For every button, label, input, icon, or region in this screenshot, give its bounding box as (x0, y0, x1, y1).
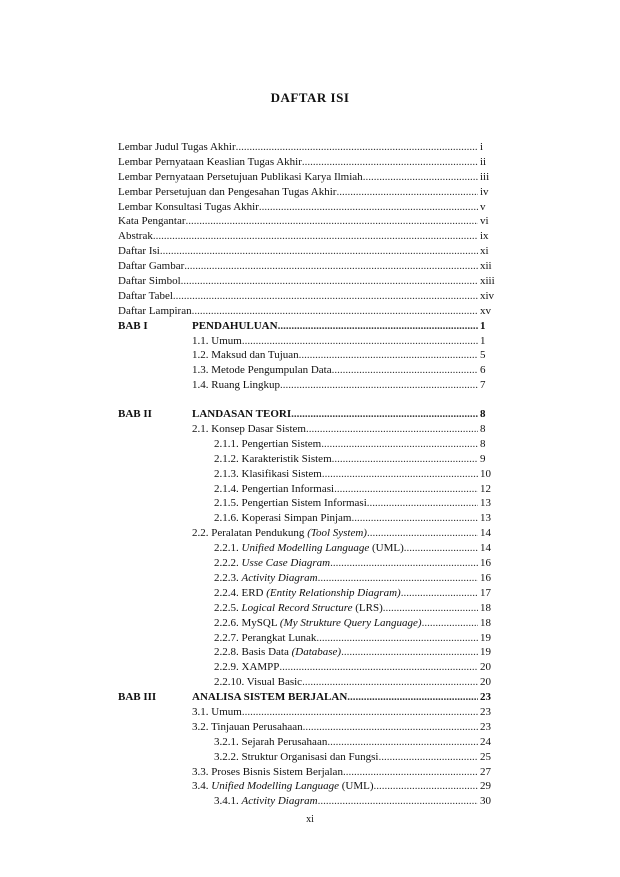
toc-entry-row (118, 274, 504, 289)
toc-entry[interactable] (192, 765, 478, 780)
dot-leader (303, 720, 478, 735)
dot-leader (321, 437, 478, 452)
toc-entry-title (118, 155, 302, 170)
toc-entry-italic-term: (Database) (291, 646, 342, 659)
toc-entry-title (118, 304, 192, 319)
toc-entry-title (214, 675, 302, 690)
toc-entry[interactable] (192, 319, 478, 334)
toc-entry-title (118, 200, 259, 215)
chapter-number: BAB I (118, 319, 148, 332)
toc-entry-title (214, 482, 334, 497)
toc-entry-row (118, 422, 504, 437)
toc-entry-title (214, 631, 316, 646)
dot-leader (173, 289, 478, 304)
toc-entry-label: 3.4.1. (214, 795, 242, 808)
toc-entry-row (118, 185, 504, 200)
toc-entry-suffix: (UML) (369, 542, 404, 555)
toc-entry-title (192, 690, 347, 705)
toc-entry-row (118, 631, 504, 646)
toc-entry[interactable] (192, 407, 478, 422)
toc-entry[interactable] (214, 616, 478, 631)
toc-entry-title (118, 289, 173, 304)
toc-entry-title (192, 720, 303, 735)
dot-leader (347, 690, 478, 705)
toc-chapter-row (118, 407, 504, 422)
toc-page-number: 1 (480, 319, 486, 332)
toc-entry-row (118, 289, 504, 304)
toc-entry-label: 2.1.5. Pengertian Sistem Informasi (214, 497, 367, 510)
toc-entry-label: ANALISA SISTEM BERJALAN (192, 691, 348, 704)
toc-chapter-row (118, 690, 504, 705)
toc-entry-row (118, 571, 504, 586)
toc-entry-row (118, 170, 504, 185)
toc-page-number: ii (480, 155, 487, 168)
toc-entry-title (192, 779, 374, 794)
dot-leader (363, 170, 478, 185)
toc-entry[interactable] (192, 690, 478, 705)
toc-entry-label: Daftar Simbol (118, 275, 181, 288)
dot-leader (302, 675, 478, 690)
toc-entry-row (118, 675, 504, 690)
dot-leader (316, 631, 478, 646)
toc-entry-italic-term: Activity Diagram (241, 795, 318, 808)
toc-entry-row (118, 794, 504, 809)
toc-entry-title (214, 452, 332, 467)
page-title: DAFTAR ISI (270, 90, 350, 105)
toc-entry-title (214, 750, 379, 765)
dot-leader (181, 274, 478, 289)
toc-entry-suffix: (UML) (338, 780, 374, 793)
toc-entry-label: LANDASAN TEORI (192, 408, 292, 421)
toc-page-number: vi (480, 215, 489, 228)
toc-entry-label: 2.2.8. Basis Data (214, 646, 292, 659)
toc-entry[interactable] (214, 437, 478, 452)
dot-leader (279, 660, 478, 675)
toc-entry-row (118, 214, 504, 229)
toc-entry-label: 2.2.5. (214, 601, 242, 614)
toc-entry-title (192, 378, 280, 393)
toc-page-number: 18 (480, 616, 491, 629)
toc-page-number: 20 (480, 676, 491, 689)
dot-leader (327, 735, 478, 750)
dot-leader (186, 214, 479, 229)
toc-entry-label: 2.1.3. Klasifikasi Sistem (214, 467, 322, 480)
toc-entry-title (118, 274, 181, 289)
toc-entry[interactable] (214, 452, 478, 467)
toc-entry-row (118, 334, 504, 349)
dot-leader (184, 259, 478, 274)
dot-leader (299, 348, 478, 363)
toc-entry[interactable] (118, 214, 478, 229)
toc-page-number: 23 (480, 705, 491, 718)
toc-entry-label: 2.2.2. (214, 557, 242, 570)
toc-entry-label: 1.4. Ruang Lingkup (192, 379, 280, 392)
toc-entry-title (118, 214, 186, 229)
dot-leader (383, 601, 478, 616)
toc-entry-title (192, 765, 343, 780)
toc-entry-title (214, 616, 422, 631)
toc-entry-row (118, 200, 504, 215)
toc-page-number: xi (480, 245, 489, 258)
toc-entry-label: Lembar Pernyataan Persetujuan Publikasi Karya Ilmiah (118, 170, 363, 183)
toc-page-number: 10 (480, 467, 491, 480)
toc-entry-label: 1.2. Maksud dan Tujuan (192, 349, 299, 362)
dot-leader (242, 334, 478, 349)
toc-entry-row (118, 586, 504, 601)
toc-entry-label: PENDAHULUAN (192, 319, 278, 332)
dot-leader (322, 467, 478, 482)
toc-entry-label: 2.2.6. MySQL (214, 616, 280, 629)
dot-leader (341, 645, 478, 660)
toc-page-number: 24 (480, 735, 491, 748)
toc-page-number: 16 (480, 557, 491, 570)
dot-leader (330, 556, 478, 571)
toc-entry[interactable] (192, 526, 478, 541)
toc-entry-italic-term: Unified Modelling Language (211, 780, 339, 793)
toc-entry-row (118, 779, 504, 794)
toc-entry[interactable] (214, 496, 478, 511)
toc-entry[interactable] (192, 363, 478, 378)
toc-entry-title (118, 185, 336, 200)
dot-leader (278, 319, 478, 334)
toc-page-number: 25 (480, 750, 491, 763)
toc-page-number: xii (480, 260, 492, 273)
toc-entry-row (118, 363, 504, 378)
toc-entry-row (118, 705, 504, 720)
toc-page-number: 18 (480, 601, 491, 614)
toc-page-number: v (480, 200, 486, 213)
toc-entry-italic-term: (Tool System) (307, 527, 367, 540)
toc-entry-row (118, 140, 504, 155)
toc-entry-title (214, 511, 352, 526)
dot-leader (332, 452, 478, 467)
toc-entry-italic-term: Activity Diagram (241, 571, 318, 584)
toc-entry-row (118, 526, 504, 541)
toc-entry-row (118, 750, 504, 765)
toc-entry-label: 2.2. Peralatan Pendukung (192, 527, 308, 540)
dot-leader (242, 705, 478, 720)
toc-page-number: 20 (480, 661, 491, 674)
toc-entry-label: 2.1.6. Koperasi Simpan Pinjam (214, 512, 352, 525)
toc-entry-label: 3.1. Umum (192, 705, 242, 718)
toc-page-number: 19 (480, 646, 491, 659)
toc-entry[interactable] (214, 586, 478, 601)
toc-entry-label: Lembar Konsultasi Tugas Akhir (118, 200, 259, 213)
toc-page-number: 6 (480, 364, 486, 377)
toc-entry-row (118, 155, 504, 170)
toc-entry-title (214, 571, 318, 586)
toc-entry-label: Lembar Persetujuan dan Pengesahan Tugas Akhir (118, 185, 337, 198)
toc-page-number: iii (480, 170, 490, 183)
chapter-number: BAB II (118, 408, 152, 421)
toc-entry-row (118, 437, 504, 452)
toc-entry-title (192, 334, 242, 349)
toc-entry-row (118, 735, 504, 750)
toc-entry-row (118, 660, 504, 675)
toc-entry-label: 1.3. Metode Pengumpulan Data (192, 364, 332, 377)
toc-entry-label: 2.1.4. Pengertian Informasi (214, 482, 335, 495)
toc-page-number: 17 (480, 586, 491, 599)
dot-leader (367, 496, 478, 511)
dot-leader (422, 616, 478, 631)
toc-entry-label: Daftar Gambar (118, 260, 185, 273)
toc-entry[interactable] (214, 794, 478, 809)
toc-entry[interactable] (214, 541, 478, 556)
toc-entry-label: Kata Pengantar (118, 215, 186, 228)
toc-entry[interactable] (214, 645, 478, 660)
toc-entry-label: 3.2.1. Sejarah Perusahaan (214, 735, 328, 748)
toc-entry-title (214, 660, 279, 675)
toc-entry-row (118, 378, 504, 393)
toc-entry[interactable] (214, 601, 478, 616)
toc-entry-label: Lembar Judul Tugas Akhir (118, 141, 236, 153)
toc-entry-label: Daftar Tabel (118, 289, 173, 302)
toc-entry-title (118, 140, 236, 155)
toc-entry-label: 3.3. Proses Bisnis Sistem Berjalan (192, 765, 343, 778)
toc-page-number: 5 (480, 349, 486, 362)
toc-entry-row (118, 259, 504, 274)
toc-entry-title (214, 645, 341, 660)
toc-entry[interactable] (192, 720, 478, 735)
toc-page-number: 23 (480, 691, 491, 704)
toc-entry[interactable] (214, 571, 478, 586)
toc-page-number: 30 (480, 795, 491, 808)
toc-entry-label: 2.1. Konsep Dasar Sistem (192, 423, 306, 436)
toc-entry-row (118, 556, 504, 571)
toc-entry[interactable] (118, 304, 478, 319)
toc-page-number: 14 (480, 527, 491, 540)
toc-entry-row (118, 229, 504, 244)
toc-entry-label: 2.2.1. (214, 542, 242, 555)
toc-page-number: 23 (480, 720, 491, 733)
dot-leader (343, 765, 478, 780)
toc-page-number: i (480, 141, 484, 153)
toc-entry-label: 2.1.1. Pengertian Sistem (214, 437, 322, 450)
toc-entry-label: 2.2.9. XAMPP (214, 661, 280, 674)
toc-entry[interactable] (214, 735, 478, 750)
toc-entry-italic-term: Unified Modelling Language (241, 542, 370, 555)
toc-entry[interactable] (118, 170, 478, 185)
toc-page-number: 9 (480, 452, 486, 465)
toc-entry-title (214, 601, 383, 616)
toc-entry-italic-term: Logical Record Structure (241, 601, 353, 614)
toc-page-number: 16 (480, 571, 491, 584)
toc-page-number: 7 (480, 379, 486, 392)
dot-leader (318, 571, 478, 586)
toc-entry-label: 1.1. Umum (192, 334, 242, 347)
toc-entry[interactable] (214, 675, 478, 690)
toc-entry-label: 2.2.4. ERD (214, 586, 267, 599)
toc-page-number: xiv (480, 289, 495, 302)
toc-entry[interactable] (118, 140, 478, 155)
toc-entry-title (214, 437, 321, 452)
toc-entry[interactable] (118, 289, 478, 304)
toc-entry-title (118, 170, 363, 185)
toc-entry-title (214, 556, 330, 571)
toc-entry-italic-term: (Entity Relationship Diagram) (266, 586, 401, 599)
dot-leader (401, 586, 478, 601)
toc-entry-row (118, 645, 504, 660)
toc-entry-title (118, 229, 153, 244)
dot-leader (302, 155, 478, 170)
toc-entry-row (118, 348, 504, 363)
toc-entry-title (214, 541, 404, 556)
toc-entry-label: Lembar Pernyataan Keaslian Tugas Akhir (118, 155, 302, 168)
toc-entry-title (118, 259, 184, 274)
toc-entry[interactable] (192, 378, 478, 393)
toc-entry[interactable] (118, 155, 478, 170)
toc-entry-italic-term: (My Strukture Query Language) (279, 616, 422, 629)
toc-page-number: 1 (480, 334, 486, 347)
toc-entry[interactable] (214, 631, 478, 646)
toc-entry-suffix: (LRS) (352, 601, 383, 614)
dot-leader (352, 511, 479, 526)
toc-entry-label: 2.2.7. Perangkat Lunak (214, 631, 317, 644)
dot-leader (404, 541, 478, 556)
dot-leader (153, 229, 478, 244)
toc-entry[interactable] (118, 185, 478, 200)
toc-entry[interactable] (192, 705, 478, 720)
toc-page-number: 13 (480, 497, 491, 510)
dot-leader (379, 750, 479, 765)
chapter-number: BAB III (118, 691, 157, 704)
toc-entry-title (118, 244, 160, 259)
toc-entry-title (214, 496, 367, 511)
toc-entry-label: 2.2.10. Visual Basic (214, 676, 303, 689)
dot-leader (280, 378, 478, 393)
dot-leader (306, 422, 478, 437)
toc-entry[interactable] (214, 660, 478, 675)
toc-entry[interactable] (118, 229, 478, 244)
toc-entry-title (214, 467, 322, 482)
toc-entry-row (118, 720, 504, 735)
toc-page-number: 14 (480, 542, 491, 555)
toc-entry-row (118, 304, 504, 319)
toc-chapter-row (118, 319, 504, 334)
toc-entry-row (118, 467, 504, 482)
toc-entry[interactable] (118, 244, 478, 259)
dot-leader (291, 407, 478, 422)
toc-entry[interactable] (118, 274, 478, 289)
toc-entry-row (118, 541, 504, 556)
toc-entry-row (118, 616, 504, 631)
toc-entry[interactable] (192, 334, 478, 349)
toc-entry[interactable] (214, 482, 478, 497)
toc-page-number: 19 (480, 631, 491, 644)
toc-entry[interactable] (214, 556, 478, 571)
dot-leader (336, 185, 478, 200)
toc-entry-label: 2.1.2. Karakteristik Sistem (214, 452, 332, 465)
toc-entry[interactable] (192, 348, 478, 363)
toc-entry-row (118, 511, 504, 526)
toc-entry[interactable] (214, 467, 478, 482)
toc-entry-title (214, 794, 318, 809)
toc-entry-title (214, 735, 327, 750)
dot-leader (318, 794, 478, 809)
dot-leader (192, 304, 478, 319)
toc-page-number: 29 (480, 780, 491, 793)
table-of-contents (118, 140, 504, 809)
toc-page-number: xiii (480, 275, 495, 288)
dot-leader (367, 526, 478, 541)
dot-leader (374, 779, 479, 794)
toc-entry-row (118, 496, 504, 511)
toc-entry-title (192, 705, 242, 720)
toc-entry-italic-term: Usse Case Diagram (241, 557, 331, 570)
toc-page-number: 8 (480, 423, 486, 436)
toc-entry[interactable] (214, 750, 478, 765)
dot-leader (334, 482, 478, 497)
page-number-footer: xi (306, 814, 314, 825)
toc-page-number: xv (480, 304, 491, 317)
toc-entry-label: 3.4. (192, 780, 212, 793)
toc-entry-row (118, 452, 504, 467)
toc-page-number: 13 (480, 512, 491, 525)
toc-entry-label: Daftar Isi (118, 245, 160, 258)
toc-entry-label: 2.2.3. (214, 571, 242, 584)
toc-entry[interactable] (214, 511, 478, 526)
toc-page-number: 12 (480, 482, 491, 495)
dot-leader (332, 363, 478, 378)
toc-page-number: ix (480, 230, 489, 243)
toc-entry-title (192, 422, 306, 437)
toc-entry-title (192, 363, 332, 378)
toc-entry-row (118, 765, 504, 780)
toc-entry-title (214, 586, 401, 601)
toc-entry-row (118, 601, 504, 616)
toc-entry[interactable] (192, 779, 478, 794)
toc-entry-title (192, 348, 299, 363)
toc-entry-row (118, 244, 504, 259)
toc-entry[interactable] (118, 200, 478, 215)
dot-leader (259, 200, 478, 215)
toc-entry[interactable] (192, 422, 478, 437)
dot-leader (236, 140, 478, 155)
toc-entry-title (192, 407, 291, 422)
toc-entry[interactable] (118, 259, 478, 274)
toc-page-number: 8 (480, 437, 486, 450)
toc-entry-title (192, 526, 367, 541)
toc-entry-label: Daftar Lampiran (118, 304, 192, 317)
toc-entry-title (192, 319, 278, 334)
toc-entry-row (118, 482, 504, 497)
toc-entry-label: Abstrak (118, 230, 153, 243)
toc-page-number: iv (480, 185, 489, 198)
toc-entry-label: 3.2.2. Struktur Organisasi dan Fungsi (214, 750, 379, 763)
toc-page-number: 8 (480, 408, 486, 421)
toc-entry-label: 3.2. Tinjauan Perusahaan (192, 720, 303, 733)
dot-leader (160, 244, 478, 259)
toc-page-number: 27 (480, 765, 491, 778)
